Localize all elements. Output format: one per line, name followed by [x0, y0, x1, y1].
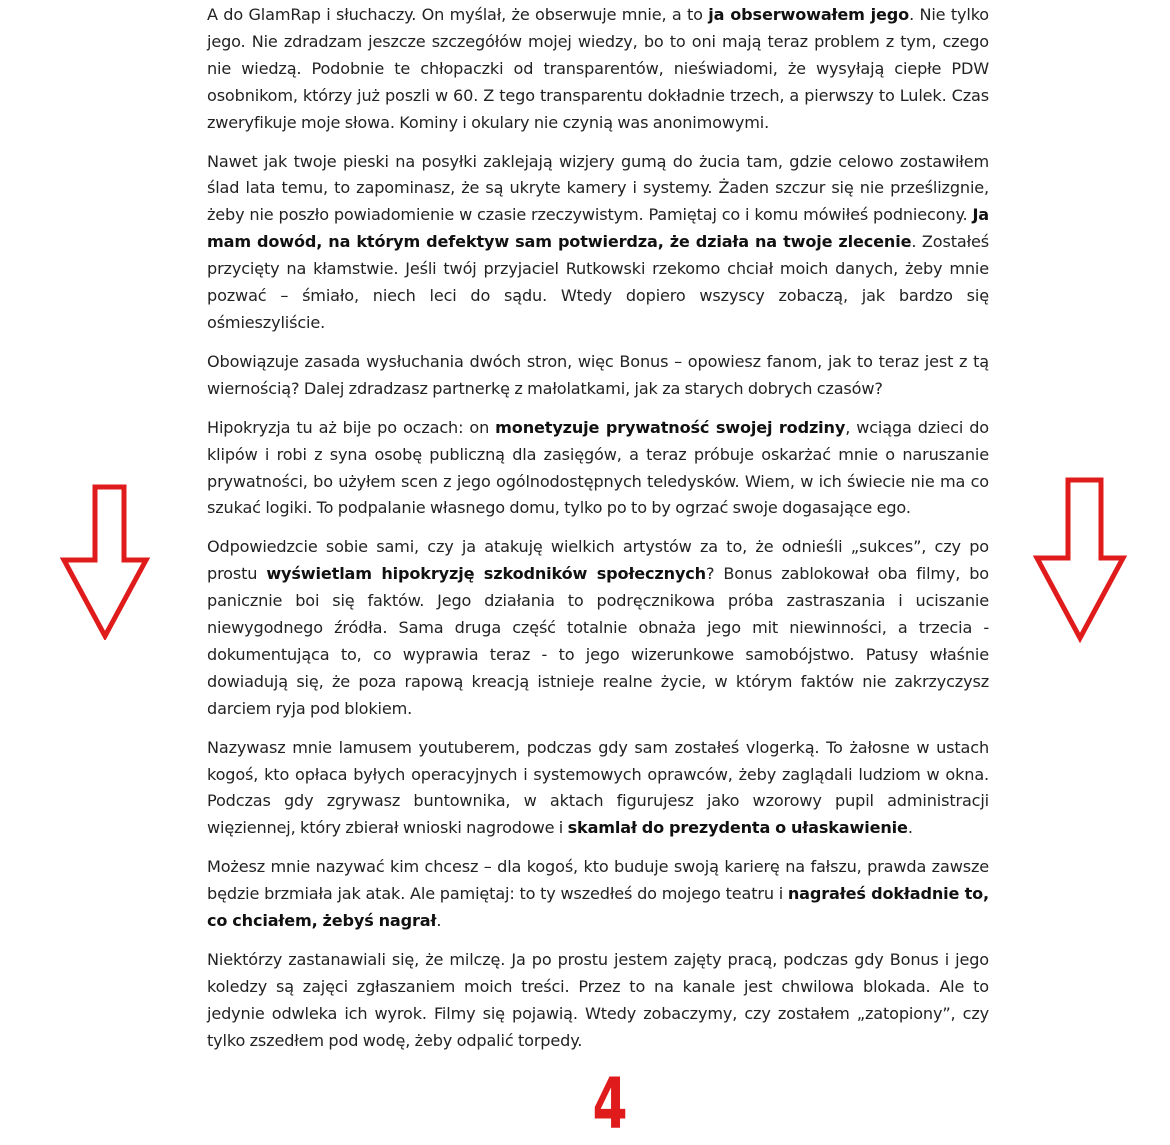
paragraph-7 — [207, 854, 989, 935]
text-run: ? Bonus zablokował oba filmy, bo panicznie boi się faktów. Jego działania to podręcznikowa próba zastraszania i uciszanie niewygodnego źródła. Sama druga część totalnie obnaża jego mit niewinności, a trzecia - dokumentująca to, co wyprawia teraz - to jego wizerunkowe samobójstwo. Patusy właśnie dowiadują się, że poza rapową kreacją istnieje realne życie, w którym faktów nie zakrzyczysz darciem ryja pod blokiem. — [207, 564, 989, 718]
paragraph-1 — [207, 2, 989, 137]
text-run: Możesz mnie nazywać kim chcesz – dla kogoś, kto buduje swoją karierę na fałszu, prawda zawsze będzie brzmiała jak atak. Ale pamiętaj: to ty wszedłeś do mojego teatru i — [207, 857, 989, 904]
document-body — [207, 0, 989, 1067]
paragraph-5 — [207, 534, 989, 722]
bold-text: skamlał do prezydenta o ułaskawienie — [567, 818, 908, 838]
paragraph-2 — [207, 149, 989, 337]
text-run: Hipokryzja tu aż bije po oczach: on — [207, 417, 496, 437]
paragraph-6 — [207, 735, 989, 843]
bold-text: wyświetlam hipokryzję szkodników społecznych — [266, 564, 706, 584]
text-run: . — [436, 911, 442, 931]
paragraph-8 — [207, 947, 989, 1055]
bold-text: ja obserwowałem jego — [708, 5, 910, 24]
paragraph-3 — [207, 349, 989, 403]
text-run: , wciąga dzieci do klipów i robi z syna osobę publiczną dla zasięgów, a teraz próbuje oskarżać mnie o naruszanie prywatności, bo użyłem scen z jego ogólnodostępnych teledysków. Wiem, w ich świecie nie ma co szukać logiki. To podpalanie własnego domu, tylko po to by ogrzać swoje dogasające ego. — [207, 417, 989, 518]
arrow-down-left-icon — [60, 484, 150, 640]
bold-text: nagrałeś dokładnie to, co chciałem, żebyś nagrał — [207, 884, 989, 931]
page-number: 4 — [592, 1063, 628, 1145]
text-run: A do GlamRap i słuchaczy. On myślał, że obserwuje mnie, a to — [207, 5, 709, 24]
bold-text: monetyzuje prywatność swojej rodziny — [495, 417, 846, 437]
text-run: Nazywasz mnie lamusem youtuberem, podczas gdy sam zostałeś vlogerką. To żałosne w ustach kogoś, kto opłaca byłych operacyjnych i systemowych oprawców, żeby zaglądali ludziom w okna. Podczas gdy zgrywasz buntownika, w aktach figurujesz jako wzorowy pupil administracji więziennej, który zbierał wnioski nagrodowe i — [207, 737, 989, 838]
paragraph-4 — [207, 415, 989, 523]
text-run: . Nie tylko jego. Nie zdradzam jeszcze szczegółów mojej wiedzy, bo to oni mają teraz problem z tym, czego nie wiedzą. Podobnie te chłopaczki od transparentów, nieświadomi, że wysyłają ciepłe PDW osobnikom, którzy już poszli w 60. Z tego transparentu dokładnie trzech, a pierwszy to Lulek. Czas zweryfikuje moje słowa. Kominy i okulary nie czynią was anonimowymi. — [207, 5, 989, 132]
text-run: Nawet jak twoje pieski na posyłki zaklejają wizjery gumą do żucia tam, gdzie celowo zostawiłem ślad lata temu, to zapominasz, że są ukryte kamery i systemy. Żaden szczur się nie prześlizgnie, żeby nie poszło powiadomienie w czasie rzeczywistym. Pamiętaj co i komu mówiłeś podniecony. — [207, 151, 989, 225]
text-run: Obowiązuje zasada wysłuchania dwóch stron, więc Bonus – opowiesz fanom, jak to teraz jest z tą wiernością? Dalej zdradzasz partnerkę z małolatkami, jak za starych dobrych czasów? — [207, 351, 989, 398]
arrow-down-right-icon — [1033, 477, 1127, 643]
text-run: . — [907, 818, 913, 838]
text-run: Niektórzy zastanawiali się, że milczę. Ja po prostu jestem zajęty pracą, podczas gdy Bonus i jego koledzy są zajęci zgłaszaniem moich treści. Przez to na kanale jest chwilowa blokada. Ale to jedynie odwleka ich wyrok. Filmy się pojawią. Wtedy zobaczymy, czy zostałem „zatopiony”, czy tylko zszedłem pod wodę, żeby odpalić torpedy. — [207, 950, 989, 1050]
text-run: . Zostałeś przycięty na kłamstwie. Jeśli twój przyjaciel Rutkowski rzekomo chciał moich danych, żeby mnie pozwać – śmiało, niech leci do sądu. Wtedy dopiero wszyscy zobaczą, jak bardzo się ośmieszyliście. — [207, 232, 989, 332]
bold-text: Ja mam dowód, na którym defektyw sam potwierdza, że działa na twoje zlecenie — [207, 205, 989, 252]
text-run: Odpowiedzcie sobie sami, czy ja atakuję wielkich artystów za to, że odnieśli „sukces”, czy po prostu — [207, 537, 989, 584]
